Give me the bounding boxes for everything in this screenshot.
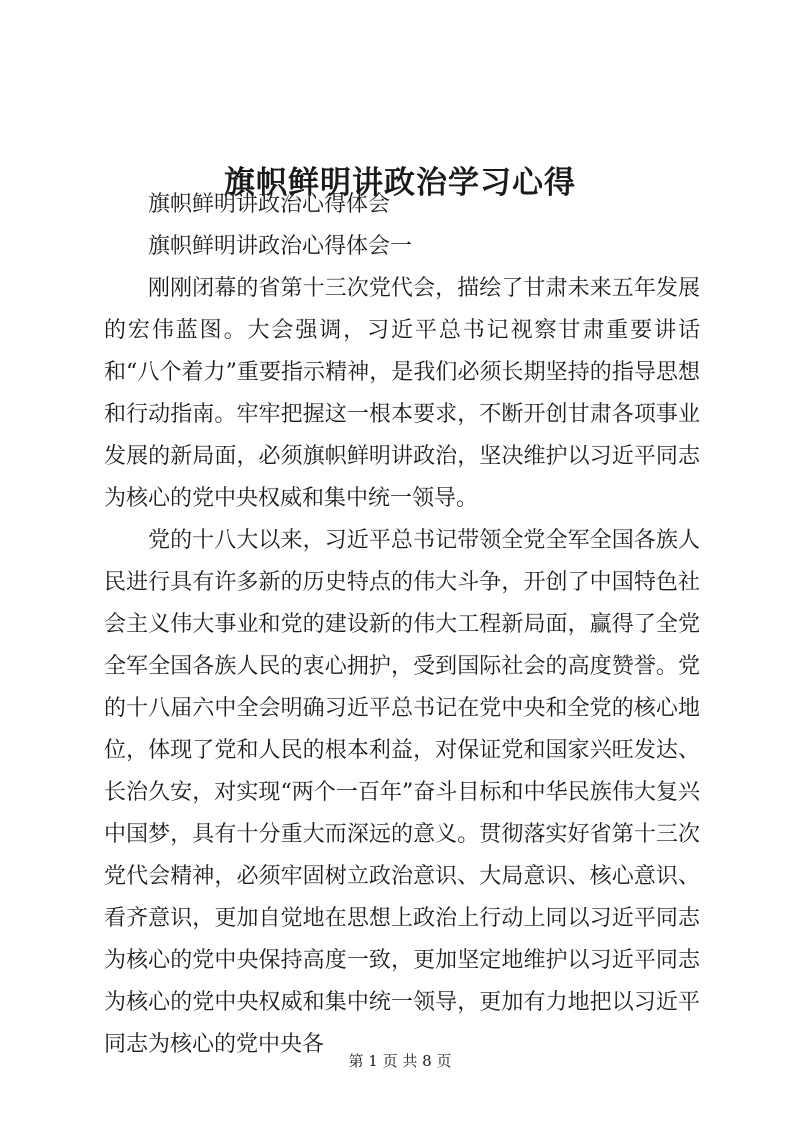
subtitle-paragraph: 旗帜鲜明讲政治心得体会 — [148, 192, 391, 217]
body-paragraph: 刚刚闭幕的省第十三次党代会，描绘了甘肃未来五年发展的宏伟蓝图。大会强调，习近平总书记视察甘肃重要讲话和“八个着力”重要指示精神，是我们必须长期坚持的指导思想和行动指南。牢牢把握这一根本要求，不断开创甘肃各项事业发展的新局面，必须旗帜鲜明讲政治，坚决维护以习近平同志为核心的党中央权威和集中统一领导。 — [104, 276, 700, 511]
page-footer: 第 1 页 共 8 页 — [348, 1052, 452, 1070]
section-heading-paragraph: 旗帜鲜明讲政治心得体会一 — [148, 234, 413, 259]
page-title: 旗帜鲜明讲政治学习心得 — [224, 164, 576, 201]
body-paragraph: 党的十八大以来，习近平总书记带领全党全军全国各族人民进行具有许多新的历史特点的伟大斗争，开创了中国特色社会主义伟大事业和党的建设新的伟大工程新局面，赢得了全党全军全国各族人民的衷心拥护，受到国际社会的高度赞誉。党的十八届六中全会明确习近平总书记在党中央和全党的核心地位，体现了党和人民的根本利益，对保证党和国家兴旺发达、长治久安，对实现“两个一百年”奋斗目标和中华民族伟大复兴中国梦，具有十分重大而深远的意义。贯彻落实好省第十三次党代会精神，必须牢固树立政治意识、大局意识、核心意识、看齐意识，更加自觉地在思想上政治上行动上同以习近平同志为核心的党中央保持高度一致，更加坚定地维护以习近平同志为核心的党中央权威和集中统一领导，更加有力地把以习近平同志为核心的党中央各 — [104, 528, 700, 1057]
document-body — [104, 184, 700, 1066]
